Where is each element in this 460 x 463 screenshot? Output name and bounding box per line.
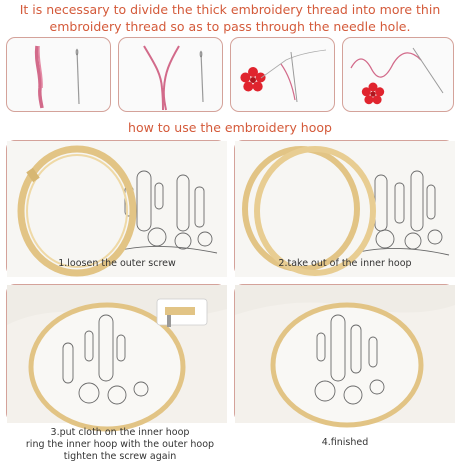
- step-1-label: 1.loosen the outer screw: [58, 258, 176, 269]
- needle-icon: [413, 48, 443, 93]
- flower-threader-icon: [240, 67, 265, 92]
- step-2-panel: [234, 140, 454, 276]
- step-4-panel: [234, 284, 454, 448]
- header-line-2: embroidery thread so as to pass through the needle hole.: [49, 19, 411, 34]
- step-1-panel: [6, 140, 226, 276]
- step-4-label: 4.finished: [321, 437, 369, 448]
- thread-panel-4: [342, 37, 454, 112]
- header-line-1: It is necessary to divide the thick embroidery thread into more thin: [19, 2, 441, 17]
- step-3-label-line-1: 3.put cloth on the inner hoop: [50, 427, 190, 438]
- flower-threader-icon: [362, 83, 384, 105]
- thread-panel-2: [118, 37, 223, 112]
- step-3-illustration: [7, 285, 227, 423]
- threader-illustration: [231, 38, 336, 113]
- section-subtitle: how to use the embroidery hoop: [128, 120, 332, 135]
- threading-illustration: [343, 38, 455, 113]
- split-thread-illustration: [119, 38, 224, 113]
- step-4-illustration: [235, 285, 455, 423]
- hoop-screw-detail-icon: [157, 299, 207, 327]
- step-2-illustration: [235, 141, 455, 277]
- step-3-panel: [6, 284, 226, 462]
- step-1-illustration: [7, 141, 227, 277]
- step-3-label-line-3: tighten the screw again: [63, 451, 177, 462]
- thick-thread-illustration: [7, 38, 112, 113]
- step-3-label-line-2: ring the inner hoop with the outer hoop: [25, 439, 215, 450]
- step-2-label: 2.take out of the inner hoop: [278, 258, 412, 269]
- embroidery-hoop: [273, 305, 421, 425]
- step-3-label: [7, 427, 233, 463]
- thread-panel-1: [6, 37, 111, 112]
- needle-icon: [77, 50, 79, 104]
- needle-icon: [201, 52, 203, 102]
- thread-panel-3: [230, 37, 335, 112]
